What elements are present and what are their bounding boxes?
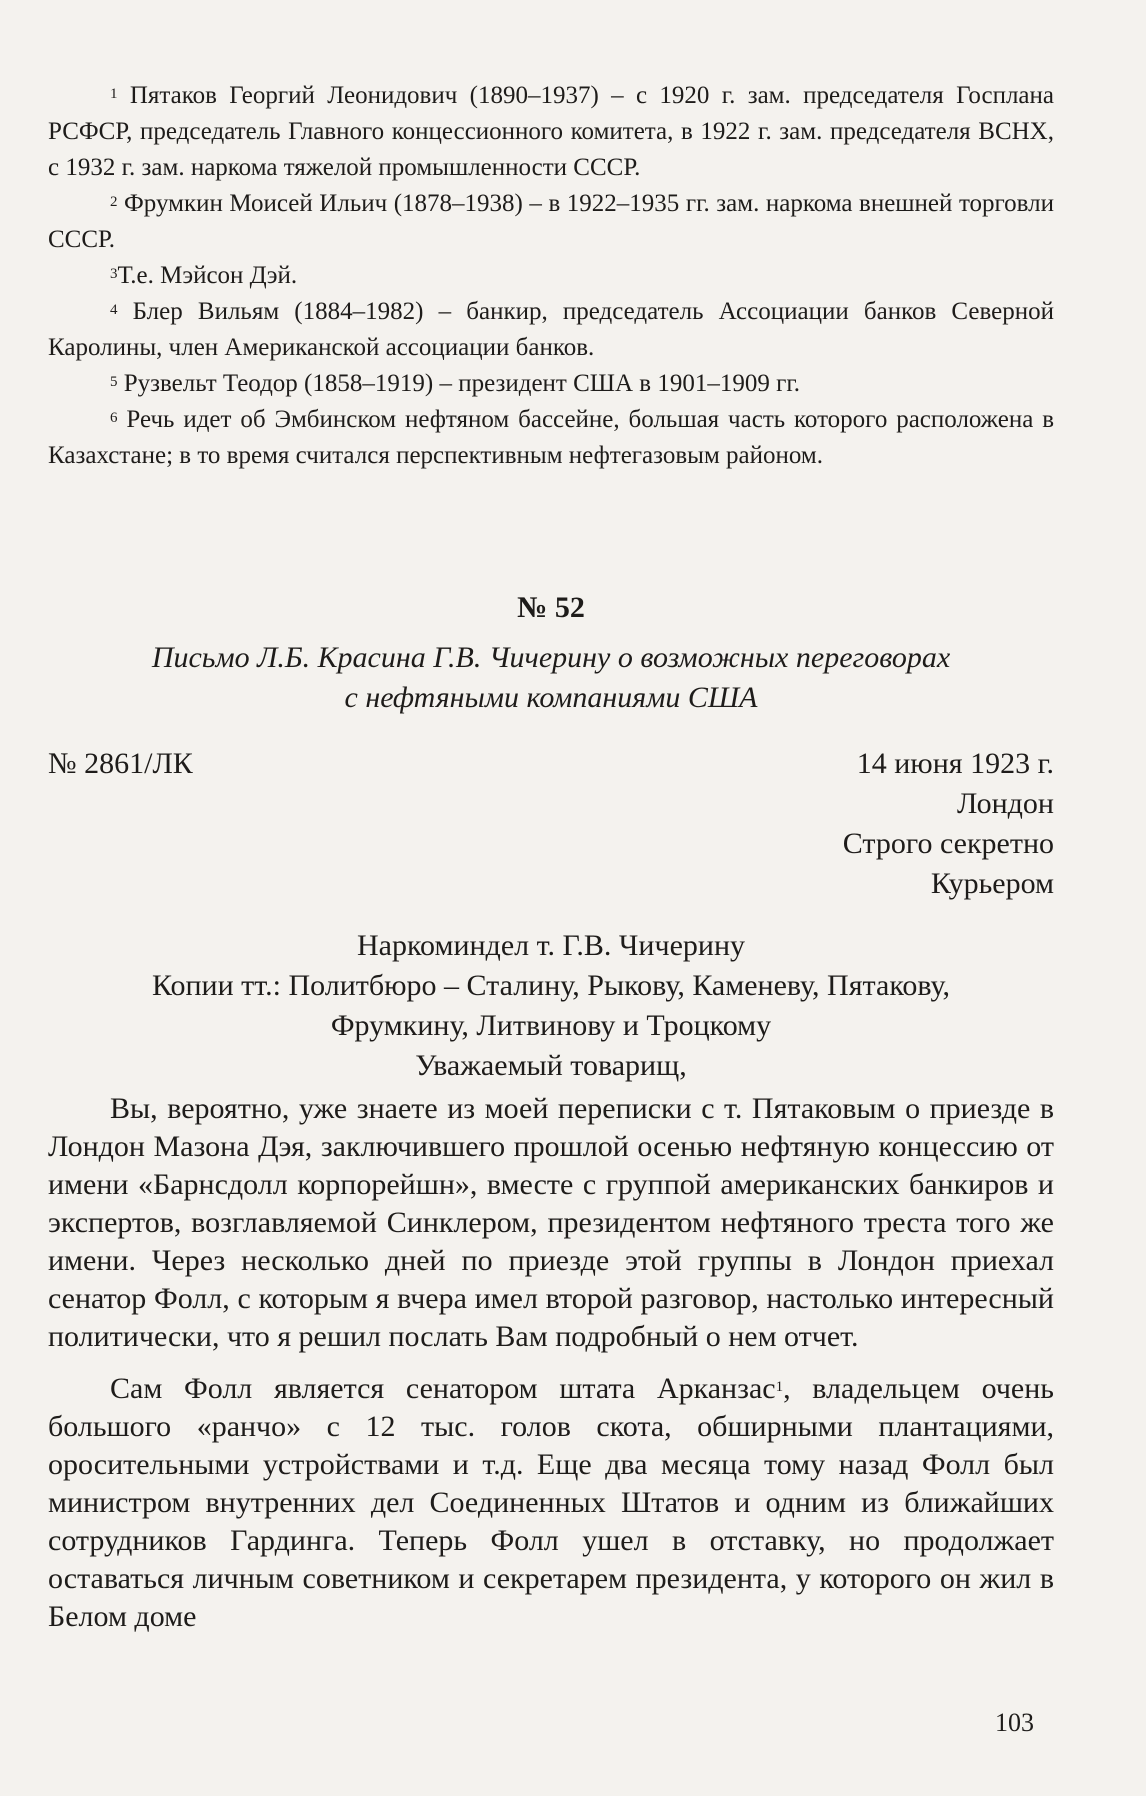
document-date: 14 июня 1923 г. xyxy=(856,747,1054,780)
footnote xyxy=(48,402,1054,474)
document-number: № 52 xyxy=(517,591,585,624)
footnote-text: Блер Вильям (1884–1982) – банкир, председатель Ассоциации банков Северной Каролины, член Американской ассоциации банков. xyxy=(48,298,1054,361)
document-title-line-2: с нефтяными компаниями США xyxy=(344,681,758,714)
footnote xyxy=(48,294,1054,366)
footnote-text: Рузвельт Теодор (1858–1919) – президент США в 1901–1909 гг. xyxy=(123,370,801,397)
footnote-mark: 5 xyxy=(110,374,118,390)
document-place: Лондон xyxy=(957,787,1054,820)
footnotes-section xyxy=(48,78,1054,474)
footnote-text: Пятаков Георгий Леонидович (1890–1937) – с 1920 г. зам. председателя Госплана РСФСР, председатель Главного концессионного комитета, в 1922 г. зам. председателя ВСНХ, с 1932 г. зам. наркома тяжелой промышленности СССР. xyxy=(48,82,1054,181)
document-meta-row xyxy=(48,744,1054,904)
footnote-mark: 4 xyxy=(110,302,118,318)
footnote-mark: 6 xyxy=(110,410,118,426)
footnote-text: Фрумкин Моисей Ильич (1878–1938) – в 1922–1935 гг. зам. наркома внешней торговли СССР. xyxy=(48,190,1055,253)
footnote-text: Т.е. Мэйсон Дэй. xyxy=(117,262,298,289)
body-paragraph: Вы, вероятно, уже знаете из моей переписки с т. Пятаковым о приезде в Лондон Мазона Дэя, заключившего прошлой осенью нефтяную концессию от имени «Барнсдолл корпорейшн», вместе с группой американских банкиров и экспертов, возглавляемой Синклером, президентом нефтяного треста того же имени. Через несколько дней по приезде этой группы в Лондон приехал сенатор Фолл, с которым я вчера имел второй разговор, настолько интересный политически, что я решил послать Вам подробный о нем отчет. xyxy=(48,1092,1054,1353)
copies-line-1: Копии тт.: Политбюро – Сталину, Рыкову, Каменеву, Пятакову, xyxy=(151,969,951,1002)
document-header xyxy=(48,588,1054,1086)
page-number: 103 xyxy=(995,1708,1034,1737)
footnote xyxy=(48,186,1054,258)
footnote xyxy=(48,258,1054,294)
address-block xyxy=(48,926,1054,1086)
body-paragraph-start: Сам Фолл является сенатором штата Арканзас xyxy=(110,1372,776,1405)
registration-number: № 2861/ЛК xyxy=(48,747,193,780)
secrecy-stamp: Строго секретно xyxy=(842,827,1054,860)
document-meta-right xyxy=(843,744,1054,904)
document-title-line-1: Письмо Л.Б. Красина Г.В. Чичерину о возможных переговорах xyxy=(151,641,951,674)
footnote-mark: 1 xyxy=(110,86,118,102)
footnote-text: Речь идет об Эмбинском нефтяном бассейне, большая часть которого расположена в Казахстане; в то время считался перспективным нефтегазовым районом. xyxy=(48,406,1055,469)
body-paragraph-end: , владельцем очень большого «ранчо» с 12 тыс. голов скота, обширными плантациями, оросительными устройствами и т.д. Еще два месяца тому назад Фолл был министром внутренних дел Соединенных Штатов и одним из ближайших сотрудников Гардинга. Теперь Фолл ушел в отставку, но продолжает оставаться личным советником и секретарем президента, у которого он жил в Белом доме xyxy=(48,1372,1054,1633)
footnote xyxy=(48,366,1054,402)
copies-line-2: Фрумкину, Литвинову и Троцкому xyxy=(330,1009,772,1042)
footnote-mark: 2 xyxy=(110,194,118,210)
body-paragraph xyxy=(48,1370,1054,1636)
footnote-reference: 1 xyxy=(775,1379,784,1395)
footnote xyxy=(48,78,1054,186)
delivery-method: Курьером xyxy=(930,867,1054,900)
salutation: Уважаемый товарищ, xyxy=(415,1049,687,1082)
letter-body xyxy=(48,1090,1054,1650)
addressee: Наркоминдел т. Г.В. Чичерину xyxy=(357,929,745,962)
footnote-mark: 3 xyxy=(110,266,118,282)
